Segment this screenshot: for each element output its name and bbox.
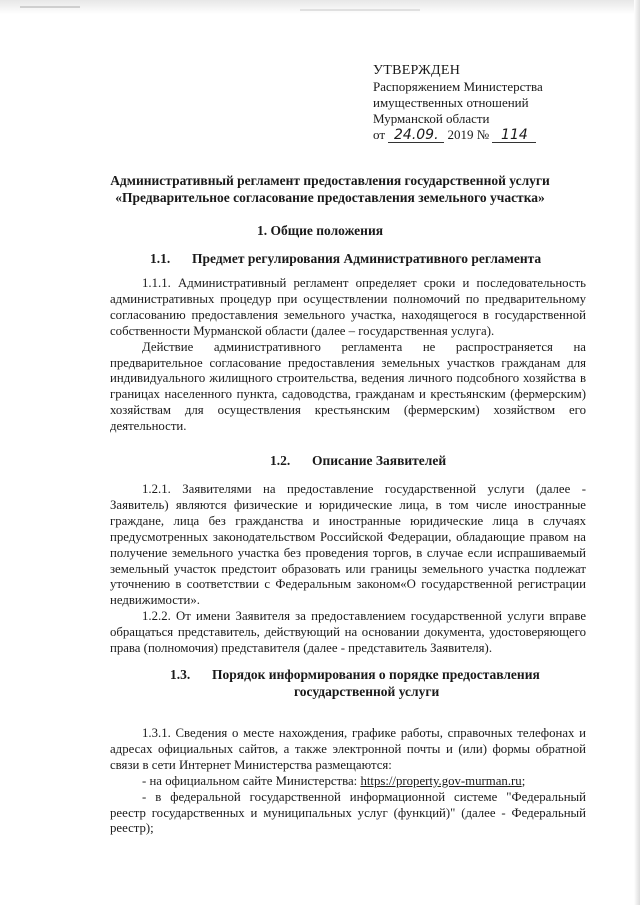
section-body [110,482,586,657]
title-line: Административный регламент предоставления государственной услуги [110,173,550,188]
section-body [110,726,586,837]
paragraph: Действие административного регламента не распространяется на предварительное согласование предоставления земельных участков гражданам для индивидуального жилищного строительства, ведения личного подсобного хозяйства в границах населенного пункта, садоводства, гражданам и крестьянским (фермерским) хозяйствам для осуществления крестьянским (фермерским) хозяйством его деятельности. [110,339,586,434]
section-title: Порядок информирования о порядке предоставления [212,667,540,682]
paragraph: 1.1.1. Административный регламент определяет сроки и последовательность административных процедур при осуществлении полномочий по предварительному согласованию предоставления земельного участка, находящегося в государственной собственности Мурманской области (далее – государственная услуга). [110,276,586,338]
paragraph: 1.3.1. Сведения о месте нахождения, графике работы, справочных телефонах и адресах официальных сайтов, а также электронной почты и (или) формы обратной связи в сети Интернет Министерства размещаются: [110,726,586,772]
list-item [110,774,586,790]
year-text: 2019 № [447,127,490,142]
scan-mark [20,6,80,8]
scan-shadow-top [0,0,640,14]
paragraph: 1.2.1. Заявителями на предоставление государственной услуги (далее - Заявитель) являются физические и юридические лица, в том числе иностранные граждане, лица без гражданства и иностранные юридические лица в случаях предусмотренных законодательством Российской Федерации, обладающие правом на получение земельного участка без проведения торгов, в случае если испрашиваемый земельный участок предстоит образовать или границы земельного участка подлежат уточнению в соответствии с Федеральным законом«О государственной регистрации недвижимости». [110,482,586,608]
list-item: - в федеральной государственной информационной системе "Федеральный реестр государственных и муниципальных услуг (функций)" (далее - Федеральный реестр); [110,789,586,836]
section-title: Предмет регулирования Административного регламента [192,251,542,266]
approval-date-row [373,127,603,143]
list-item-text: ; [521,773,526,788]
paragraph: 1.2.2. От имени Заявителя за предоставлением государственной услуги вправе обращаться представитель, действующий на основании документа, удостоверяющего права (полномочия) представителя (далее - представитель Заявителя). [110,609,586,656]
approval-line: имущественных отношений [373,95,529,110]
section-body [110,276,586,435]
section-title: Описание Заявителей [312,453,447,468]
section-number: 1.3. [170,667,191,682]
section-title: государственной услуги [294,684,440,699]
approval-heading: УТВЕРЖДЕН [373,63,461,78]
section-number: 1.1. [150,251,171,266]
approval-line: Мурманской области [373,111,490,126]
date-prefix: от [373,127,386,142]
document-title [70,172,590,206]
section-heading [150,250,541,267]
approval-line: Распоряжением Министерства [373,79,543,94]
scan-shadow-right [634,0,640,905]
handwritten-date: 24.09. [388,128,444,143]
handwritten-number: 114 [492,128,536,143]
list-item-text: - на официальном сайте Министерства: [142,773,361,788]
section-heading [170,666,550,700]
scan-mark [300,9,420,11]
ministry-site-link[interactable]: https://property.gov-murman.ru [360,773,522,788]
approval-block [373,63,603,143]
section-number: 1.2. [270,453,291,468]
section-heading: 1. Общие положения [256,223,384,238]
section-heading [270,452,446,469]
title-line: «Предварительное согласование предоставления земельного участка» [115,190,545,205]
